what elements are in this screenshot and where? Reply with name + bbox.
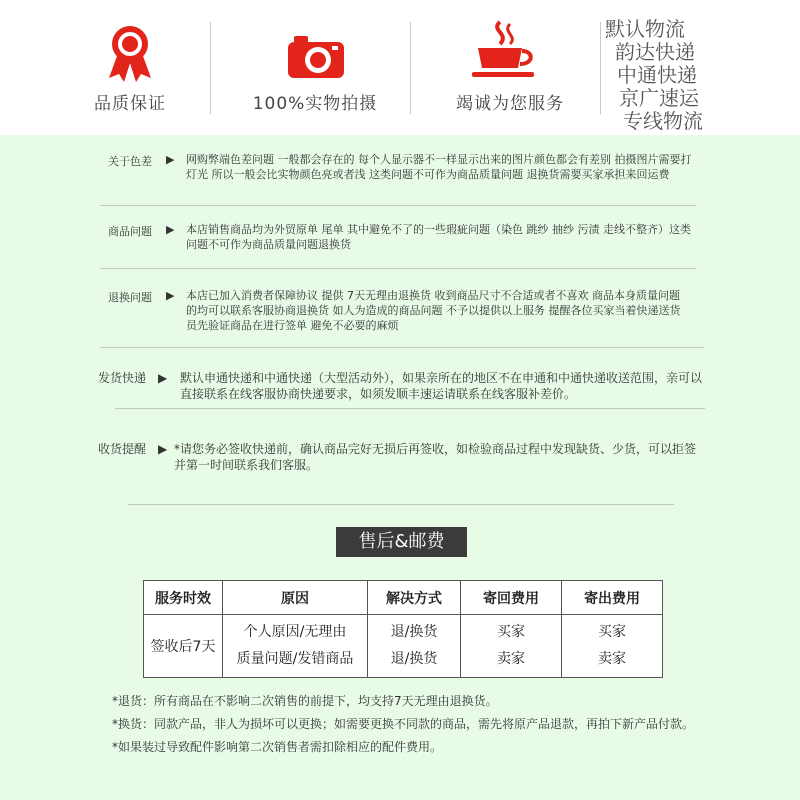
features-banner <box>0 0 800 135</box>
feature-label: 品质保证 <box>94 94 166 114</box>
reason: 质量问题/发错商品 <box>236 651 354 667</box>
arrow-right-icon: ▶ <box>166 153 175 166</box>
divider <box>210 22 211 114</box>
table-header: 寄出费用 <box>562 581 663 615</box>
table-header: 解决方式 <box>368 581 461 615</box>
arrow-right-icon: ▶ <box>158 442 168 456</box>
policy-text: 本店销售商品均为外贸原单 尾单 其中避免不了的一些瑕疵问题（染色 跳纱 抽纱 污渍 走线不整齐）这类问题不可作为商品质量问题退换货 <box>186 223 691 251</box>
solution: 退/换货 <box>390 651 438 667</box>
divider <box>600 22 601 114</box>
table-row <box>144 615 663 678</box>
send-fee: 卖家 <box>598 651 626 667</box>
arrow-right-icon: ▶ <box>158 371 168 385</box>
divider <box>115 408 705 409</box>
after-sales-title: 售后&邮费 <box>336 527 467 557</box>
award-ribbon-icon <box>105 22 155 82</box>
return-fee: 卖家 <box>497 651 525 667</box>
policy-key: 发货快递 <box>98 371 147 385</box>
policy-text: 网购弊端色差问题 一般都会存在的 每个人显示器不一样显示出来的图片颜色都会有差别 拍摄图片需要打灯光 所以一般会比实物颜色亮或者浅 这类问题不可作为商品质量问题 退换货需要买家承担来回运费 <box>186 153 692 181</box>
policy-key: 关于色差 <box>108 155 152 168</box>
send-fee: 买家 <box>598 624 626 640</box>
table-cell-return-fee <box>461 615 562 678</box>
note-accessories: *如果装过导致配件影响第二次销售者需扣除相应的配件费用。 <box>112 740 443 754</box>
camera-icon <box>286 34 346 80</box>
table-header: 寄回费用 <box>461 581 562 615</box>
logistics-item: 专线物流 <box>623 109 703 133</box>
table-header: 原因 <box>223 581 368 615</box>
reason: 个人原因/无理由 <box>243 624 347 640</box>
note-return: *退货：所有商品在不影响二次销售的前提下，均支持7天无理由退换货。 <box>112 694 498 708</box>
divider <box>100 347 704 348</box>
logistics-item: 韵达快递 <box>615 40 695 64</box>
policy-key: 退换问题 <box>108 291 152 304</box>
feature-real-photos <box>240 0 390 135</box>
logistics-item: 中通快递 <box>617 63 697 87</box>
solution: 退/换货 <box>390 624 438 640</box>
arrow-right-icon: ▶ <box>166 223 175 236</box>
feature-label: 100%实物拍摄 <box>252 94 378 114</box>
arrow-right-icon: ▶ <box>166 289 175 302</box>
policy-text: *请您务必签收快递前，确认商品完好无损后再签收，如检验商品过程中发现缺货、少货，可以拒签并第一时间联系我们客服。 <box>174 442 697 472</box>
logistics-item: 京广速运 <box>619 86 699 110</box>
coffee-cup-icon <box>470 20 540 80</box>
after-sales-table <box>143 580 663 678</box>
logistics-item: 默认物流 <box>605 17 685 41</box>
feature-label: 竭诚为您服务 <box>456 94 564 114</box>
policy-text: 默认申通快递和中通快递（大型活动外），如果亲所在的地区不在申通和中通快递收送范围，亲可以直接联系在线客服协商快递要求，如须发顺丰速运请联系在线客服补差价。 <box>180 371 703 401</box>
return-fee: 买家 <box>497 624 525 640</box>
divider <box>410 22 411 114</box>
table-cell-period: 签收后7天 <box>144 615 223 678</box>
note-exchange: *换货：同款产品，非人为损坏可以更换；如需要更换不同款的商品，需先将原产品退款，再拍下新产品付款。 <box>112 717 695 731</box>
policy-text: 本店已加入消费者保障协议 提供 7天无理由退换货 收到商品尺寸不合适或者不喜欢 商品本身质量问题的均可以联系客服协商退换货 如人为造成的商品问题 不予以提供以上服务 提醒各位买家当着快递送货员先验证商品在进行签单 避免不必要的麻烦 <box>186 289 681 332</box>
table-cell-reasons <box>223 615 368 678</box>
policy-key: 商品问题 <box>108 225 152 238</box>
table-header: 服务时效 <box>144 581 223 615</box>
feature-service <box>440 0 580 135</box>
policy-key: 收货提醒 <box>98 442 147 456</box>
table-header-row <box>144 581 663 615</box>
logistics-list <box>603 18 713 133</box>
divider <box>100 268 696 269</box>
divider <box>100 205 696 206</box>
table-cell-send-fee <box>562 615 663 678</box>
feature-quality <box>80 0 180 135</box>
table-cell-solutions <box>368 615 461 678</box>
divider <box>128 504 674 505</box>
